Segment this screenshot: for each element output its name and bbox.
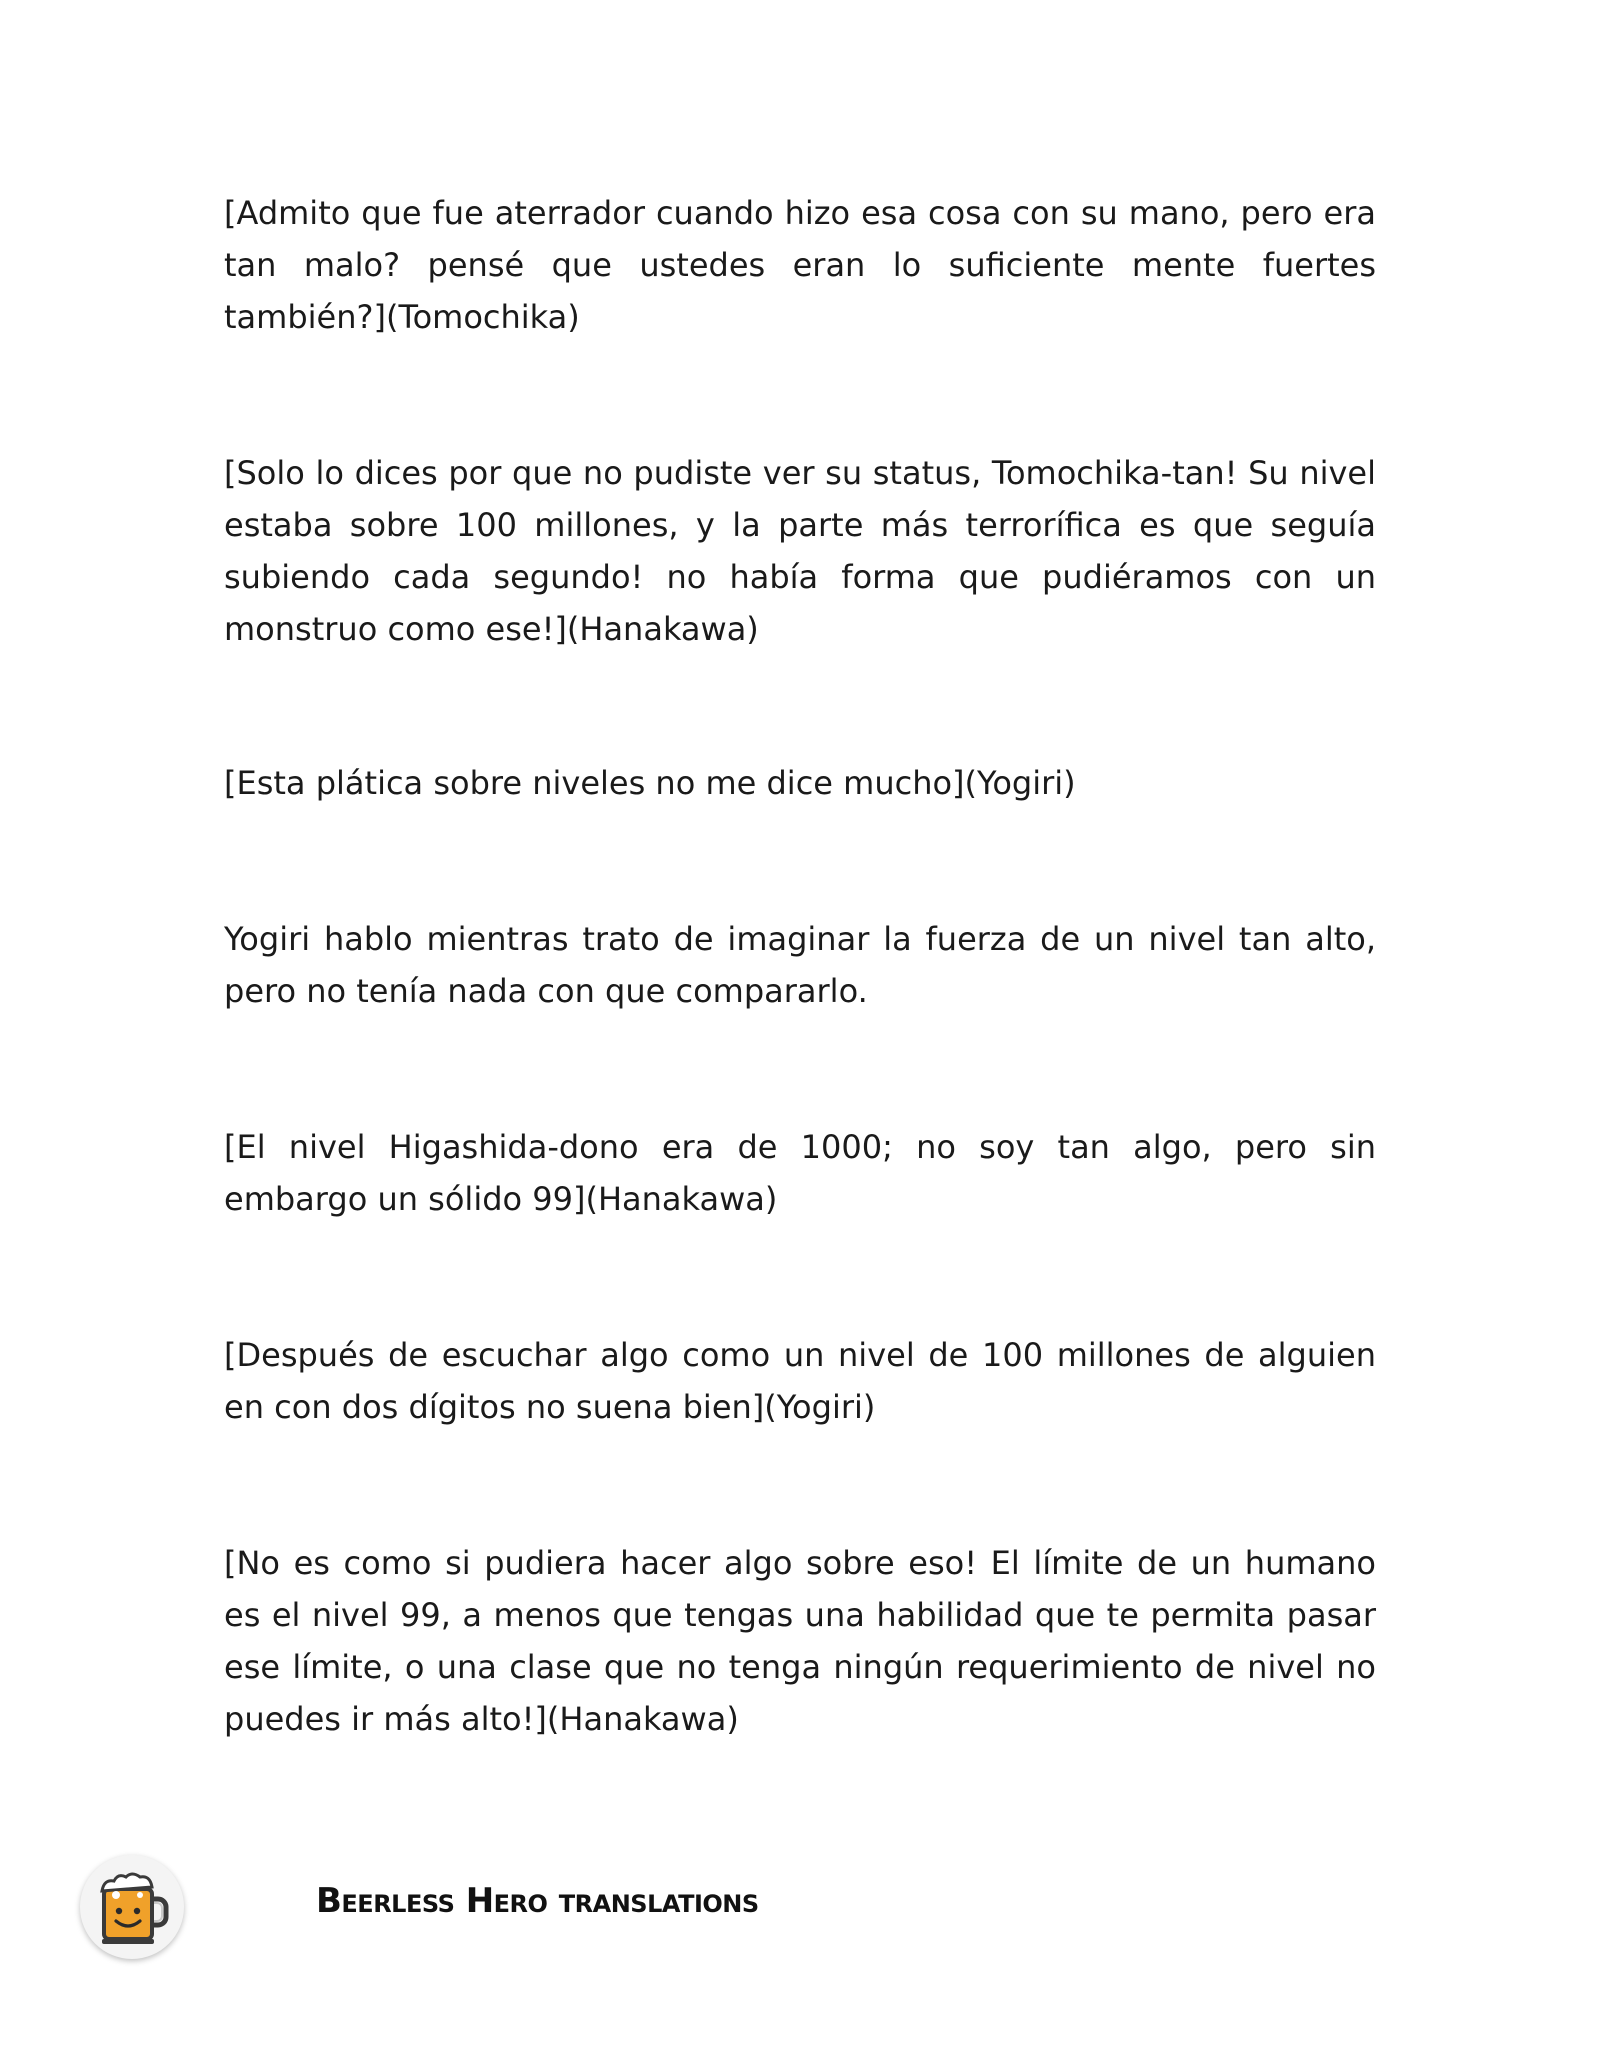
footer bbox=[80, 1855, 880, 1965]
paragraph-6: [Después de escuchar algo como un nivel de 100 millones de alguien en con dos dígitos no suena bien](Yogiri) bbox=[224, 1336, 1376, 1426]
paragraph-2: [Solo lo dices por que no pudiste ver su status, Tomochika-tan! Su nivel estaba sobre 100 millones, y la parte más terrorífica es que seguía subiendo cada segundo! no había forma que pudiéramos con un monstruo como ese!](Hanakawa) bbox=[224, 454, 1376, 648]
paragraph-5: [El nivel Higashida-dono era de 1000; no soy tan algo, pero sin embargo un sólido 99](Hanakawa) bbox=[224, 1128, 1376, 1218]
paragraph-1: [Admito que fue aterrador cuando hizo esa cosa con su mano, pero era tan malo? pensé que ustedes eran lo suficiente mente fuertes también?](Tomochika) bbox=[224, 194, 1376, 336]
brand-name: Beerless Hero translations bbox=[316, 1881, 759, 1921]
paragraph-7: [No es como si pudiera hacer algo sobre eso! El límite de un humano es el nivel 99, a menos que tengas una habilidad que te permita pasar ese límite, o una clase que no tenga ningún requerimiento de nivel no puedes ir más alto!](Hanakawa) bbox=[224, 1544, 1376, 1738]
beer-mug-smiley-icon bbox=[80, 1855, 184, 1959]
paragraph-3: [Esta plática sobre niveles no me dice mucho](Yogiri) bbox=[224, 764, 1076, 802]
paragraph-4: Yogiri hablo mientras trato de imaginar la fuerza de un nivel tan alto, pero no tenía nada con que compararlo. bbox=[224, 920, 1376, 1010]
